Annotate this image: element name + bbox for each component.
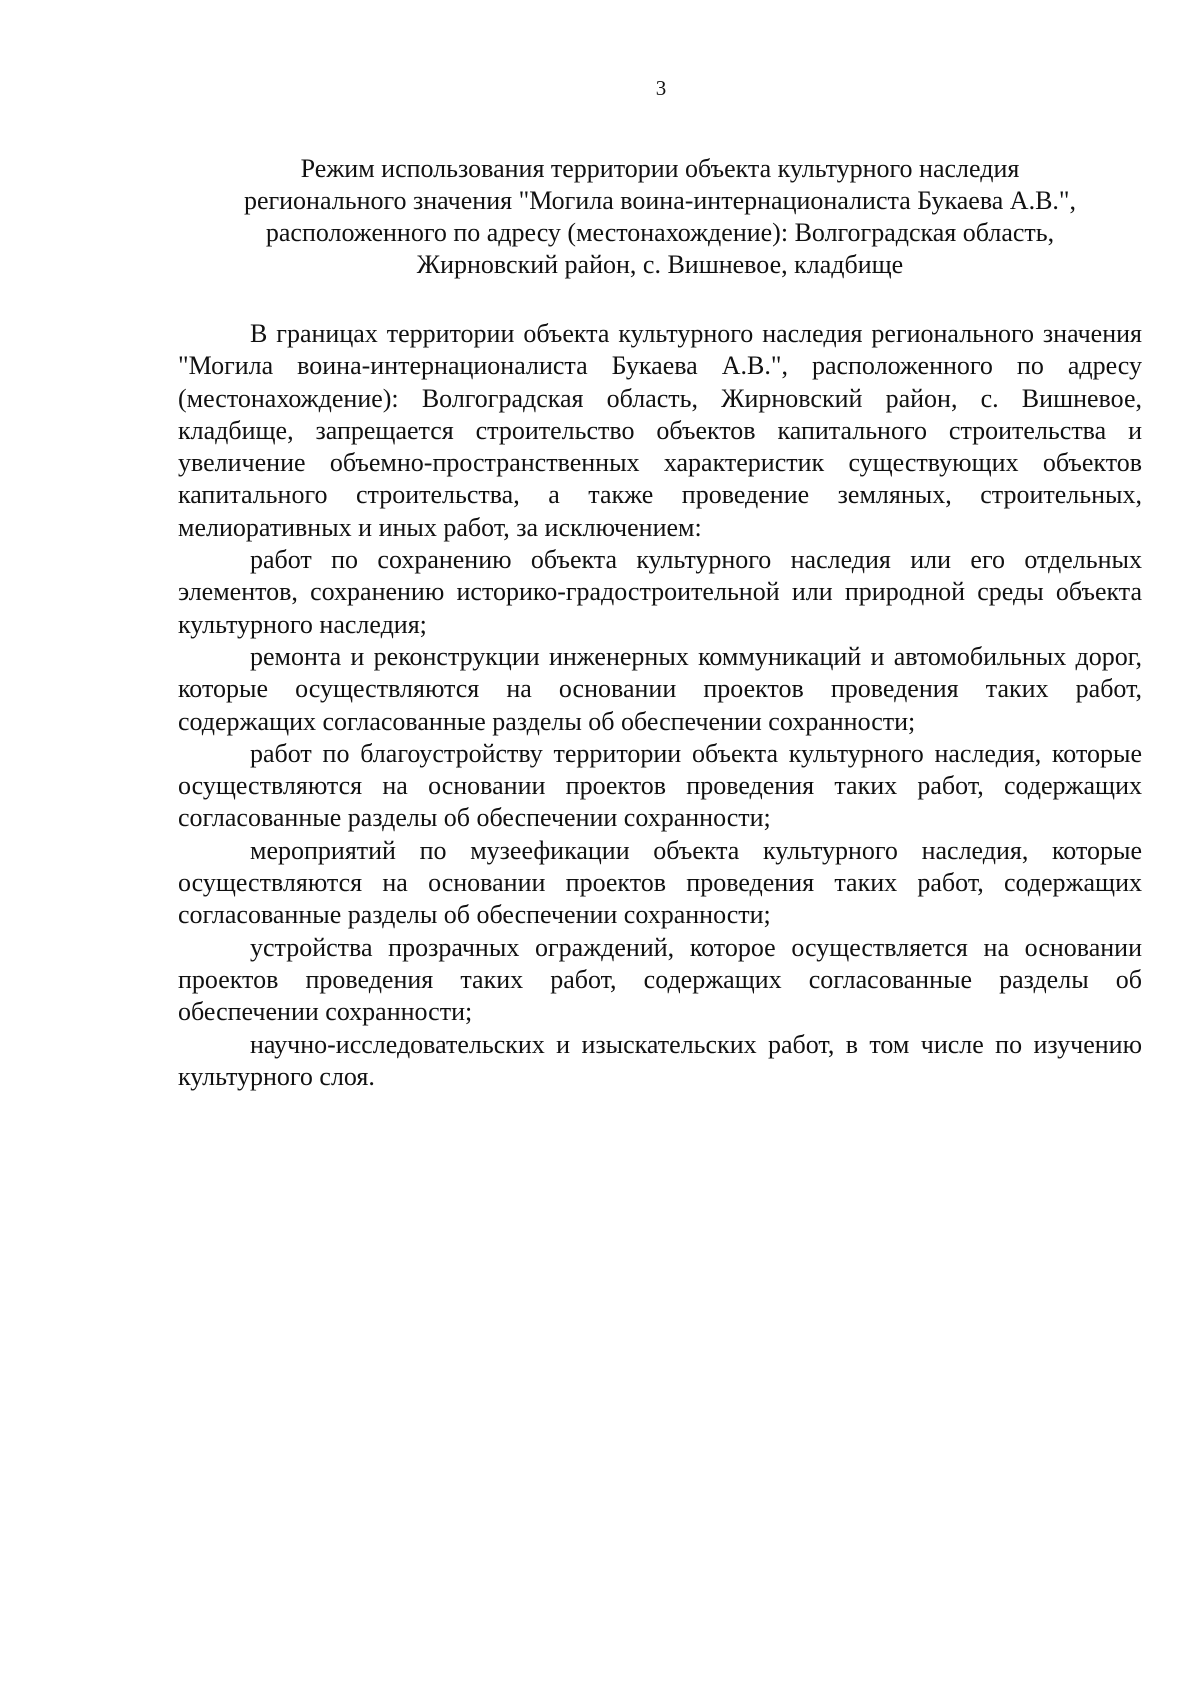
exception-item: устройства прозрачных ограждений, которое осуществляется на основании проектов проведения таких работ, содержащих согласованные разделы об обеспечении сохранности;	[178, 932, 1142, 1027]
exception-item: научно-исследовательских и изыскательских работ, в том числе по изучению культурного слоя.	[178, 1029, 1142, 1091]
title-line: Режим использования территории объекта культурного наследия	[300, 154, 1020, 183]
exception-item: мероприятий по музеефикации объекта культурного наследия, которые осуществляются на основании проектов проведения таких работ, содержащих согласованные разделы об обеспечении сохранности;	[178, 835, 1142, 930]
exception-item: ремонта и реконструкции инженерных коммуникаций и автомобильных дорог, которые осуществляются на основании проектов проведения таких работ, содержащих согласованные разделы об обеспечении сохранности;	[178, 641, 1142, 736]
exception-item: работ по благоустройству территории объекта культурного наследия, которые осуществляются на основании проектов проведения таких работ, содержащих согласованные разделы об обеспечении сохранности;	[178, 738, 1142, 833]
intro-paragraph: В границах территории объекта культурного наследия регионального значения "Могила воина-интернационалиста Букаева А.В.", расположенного по адресу (местонахождение): Волгоградская область, Жирновский район, с. Вишневое, кладбище, запрещается строительство объектов капитального строительства и увеличение объемно-пространственных характеристик существующих объектов капитального строительства, а также проведение земляных, строительных, мелиоративных и иных работ, за исключением:	[178, 319, 1142, 542]
document-title	[180, 153, 1140, 281]
document-body	[178, 318, 1142, 1093]
exception-item: работ по сохранению объекта культурного наследия или его отдельных элементов, сохранению историко-градостроительной или природной среды объекта культурного наследия;	[178, 545, 1142, 639]
title-line: регионального значения "Могила воина-интернационалиста Букаева А.В.",	[243, 186, 1077, 215]
title-line: расположенного по адресу (местонахождение): Волгоградская область,	[265, 218, 1055, 247]
page-number: 3	[655, 76, 667, 100]
title-line: Жирновский район, с. Вишневое, кладбище	[416, 250, 904, 279]
